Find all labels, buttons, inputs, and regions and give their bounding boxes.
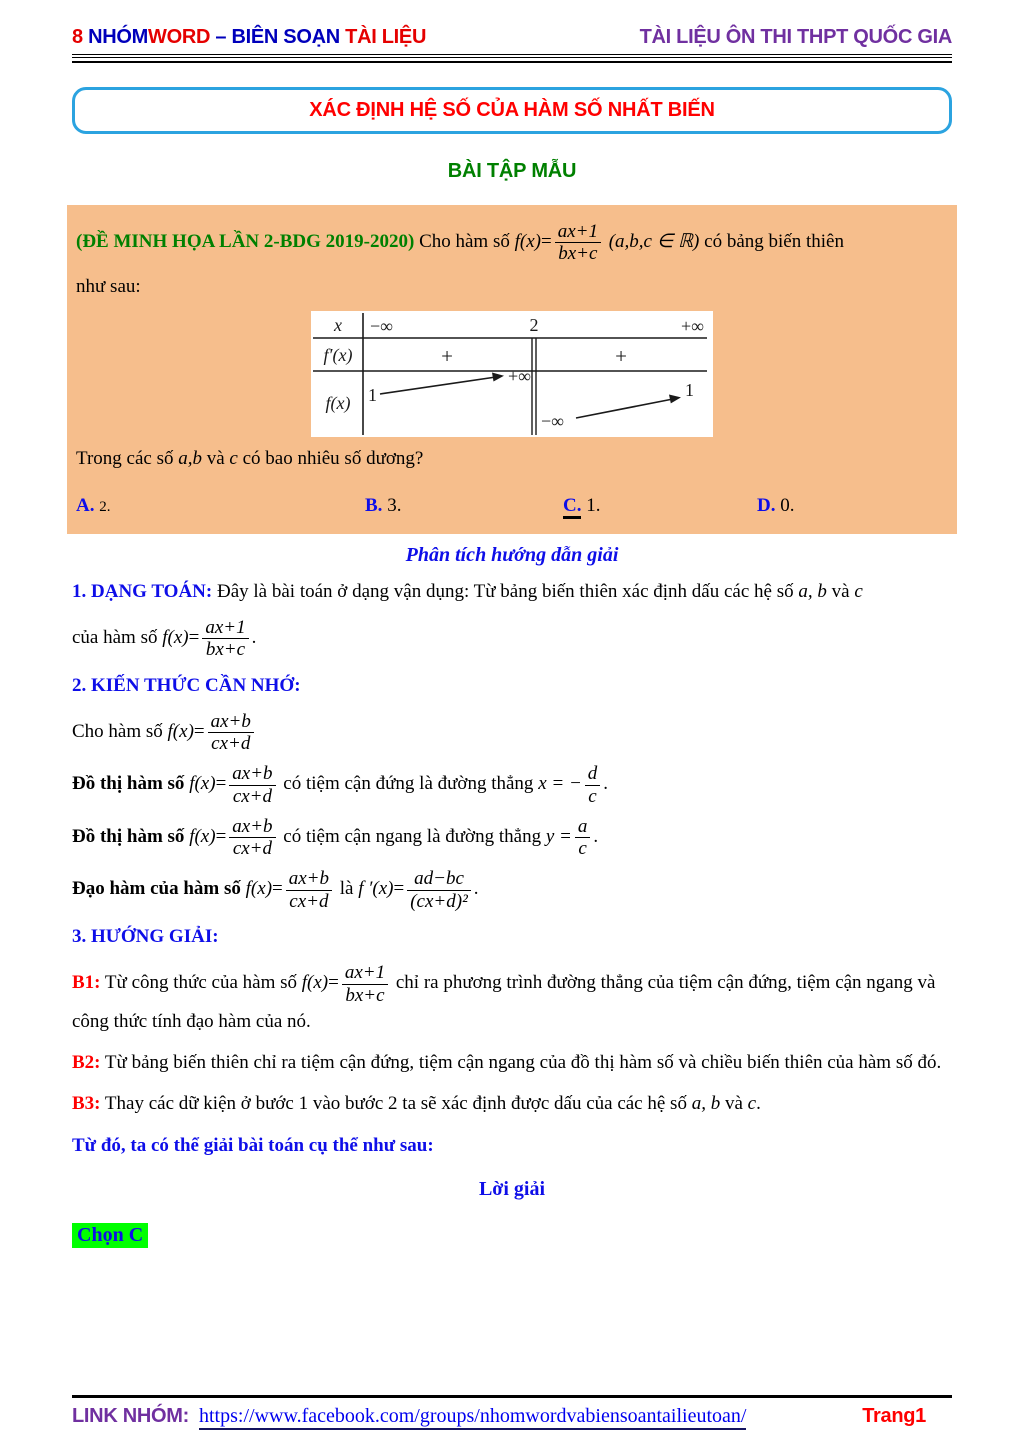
sample-heading: BÀI TẬP MẪU xyxy=(447,160,577,182)
step-b3-text: và xyxy=(724,1093,743,1115)
step-b1 xyxy=(72,962,952,1038)
fraction-numerator: d xyxy=(585,763,601,785)
function-symbol: f(x) xyxy=(245,878,273,900)
fraction-axb-cxd xyxy=(229,816,275,860)
step-b1-label: B1: xyxy=(72,972,101,994)
derivative-line xyxy=(72,868,952,912)
section-3 xyxy=(72,921,952,1162)
step-b1-text: chỉ ra phương trình đường thẳng của tiệm cận đứng, tiệm cận ngang và công thức tính đạo hàm của nó. xyxy=(72,972,936,1032)
section-1-text xyxy=(72,576,952,608)
problem-intro-line2: như sau: xyxy=(76,275,141,297)
answer-option-b xyxy=(365,493,563,520)
period: . xyxy=(603,773,609,795)
footer-link-label: LINK NHÓM: xyxy=(72,1405,189,1427)
x-minus-infinity: −∞ xyxy=(370,315,393,336)
var-ab: a, b xyxy=(798,580,827,602)
line-body: có tiệm cận ngang là đường thẳng xyxy=(283,826,542,848)
step-b1-text: Từ công thức của hàm số xyxy=(104,972,297,994)
x-equals: x = − xyxy=(538,773,582,795)
step-b2 xyxy=(72,1047,952,1079)
section-2 xyxy=(72,670,952,912)
x-critical-value: 2 xyxy=(529,314,539,335)
fraction-axb-cxd xyxy=(229,763,275,807)
fraction-numerator: ax+b xyxy=(208,711,254,733)
fraction-numerator: ax+1 xyxy=(342,962,388,984)
vertical-asymptote-line xyxy=(72,763,952,807)
section-1-label: 1. DẠNG TOÁN: xyxy=(72,580,213,602)
variation-table xyxy=(311,311,713,437)
var-ab: a, b xyxy=(691,1093,721,1115)
fraction-numerator: ax+b xyxy=(286,868,332,890)
equals-sign: = xyxy=(188,627,200,649)
question-var-c: c xyxy=(229,447,238,469)
equals-sign: = xyxy=(272,878,283,900)
line-body: là xyxy=(339,878,354,900)
facebook-group-link[interactable]: https://www.facebook.com/groups/nhomwordvabiensoantailieutoan/ xyxy=(199,1405,746,1430)
question-text: Trong các số xyxy=(76,447,174,469)
document-header xyxy=(72,0,952,49)
answer-label-b: B. xyxy=(365,495,383,517)
conclusion-text: Từ đó, ta có thể giải bài toán cụ thể như sau: xyxy=(72,1134,434,1156)
section-1-body: của hàm số xyxy=(72,627,158,649)
section-1-body: Đây là bài toán ở dạng vận dụng: Từ bảng biến thiên xác định dấu các hệ số xyxy=(216,580,794,602)
page-title: XÁC ĐỊNH HỆ SỐ CỦA HÀM SỐ NHẤT BIẾN xyxy=(309,99,715,121)
answer-option-a xyxy=(76,493,365,520)
fraction-denominator: cx+d xyxy=(232,838,272,860)
function-symbol: f(x) xyxy=(189,826,216,848)
fraction-derivative xyxy=(407,868,471,912)
function-symbol: f(x) xyxy=(301,972,329,994)
step-b3-text: Thay các dữ kiện ở bước 1 vào bước 2 ta sẽ xác định được dấu của các hệ số xyxy=(104,1093,687,1115)
fraction-axb-cxd xyxy=(286,868,332,912)
fraction-denominator: bx+c xyxy=(205,639,246,661)
equals-sign: = xyxy=(193,720,205,742)
fraction-denominator: c xyxy=(588,785,597,807)
answer-label-c-correct: C. xyxy=(563,495,581,519)
domain-condition: (a,b,c ∈ ℝ) xyxy=(608,231,700,253)
table-x-label: x xyxy=(334,314,342,335)
section-1-formula-line xyxy=(72,617,952,661)
fraction-denominator: cx+d xyxy=(211,733,251,755)
equals-sign: = xyxy=(215,773,227,795)
f-right-end: 1 xyxy=(685,379,694,400)
f-left-end: +∞ xyxy=(508,365,531,386)
variation-table-svg xyxy=(313,313,707,435)
section-3-heading-line xyxy=(72,921,952,953)
period: . xyxy=(251,627,257,649)
title-box xyxy=(72,87,952,134)
equals-sign: = xyxy=(215,826,227,848)
fraction-denominator: c xyxy=(578,838,587,860)
period: . xyxy=(473,878,479,900)
fraction-denominator: (cx+d)² xyxy=(410,890,468,912)
sign-plus-right: + xyxy=(615,343,627,368)
solution-heading: Lời giải xyxy=(478,1177,546,1200)
chosen-answer-highlight: Chọn C xyxy=(72,1223,148,1248)
fraction-denominator: cx+d xyxy=(232,785,272,807)
line-body: có tiệm cận đứng là đường thẳng xyxy=(283,773,534,795)
header-brand xyxy=(72,26,426,49)
question-text: và xyxy=(206,447,225,469)
section-1-body: và xyxy=(831,580,850,602)
answer-label-d: D. xyxy=(757,495,776,517)
section-2-body: Cho hàm số xyxy=(72,720,163,742)
fraction-ax1-bxc xyxy=(342,962,388,1006)
analysis-heading: Phân tích hướng dẫn giải xyxy=(405,543,619,566)
function-symbol: f(x) xyxy=(167,720,194,742)
equals-sign: = xyxy=(328,972,339,994)
fraction-ax1-bxc xyxy=(555,221,601,265)
header-exam-label: TÀI LIỆU ÔN THI THPT QUỐC GIA xyxy=(639,26,952,48)
f-right-start: −∞ xyxy=(541,410,564,431)
section-2-heading: 2. KIẾN THỨC CẦN NHỚ: xyxy=(72,674,301,696)
fraction-denominator: bx+c xyxy=(345,984,385,1006)
function-symbol: f(x) xyxy=(514,231,541,253)
document-footer xyxy=(72,1395,952,1430)
fraction-denominator: bx+c xyxy=(558,243,598,265)
horizontal-asymptote-line xyxy=(72,816,952,860)
problem-question xyxy=(76,443,948,475)
section-3-heading: 3. HƯỚNG GIẢI: xyxy=(72,925,219,947)
problem-source: (ĐỀ MINH HỌA LẦN 2-BDG 2019-2020) xyxy=(76,231,415,253)
fraction-numerator: ad−bc xyxy=(407,868,471,890)
table-fprime-label: f′(x) xyxy=(323,344,353,365)
y-equals: y = xyxy=(545,826,572,848)
equals-sign: = xyxy=(393,878,405,900)
problem-intro: Cho hàm số xyxy=(419,231,510,253)
f-left-start: 1 xyxy=(368,384,377,405)
fraction-numerator: ax+1 xyxy=(202,617,248,639)
fraction-d-c xyxy=(585,763,601,807)
fraction-a-c xyxy=(575,816,591,860)
question-var-ab: a,b xyxy=(178,447,202,469)
header-brand-part: NHÓM xyxy=(88,26,148,48)
step-b3 xyxy=(72,1088,952,1120)
answer-label-a: A. xyxy=(76,495,95,517)
section-1 xyxy=(72,576,952,661)
function-symbol: f(x) xyxy=(162,627,189,649)
problem-statement xyxy=(76,221,948,265)
bold-lead: Đạo hàm của hàm số xyxy=(72,878,241,900)
equals-sign: = xyxy=(540,231,552,253)
fraction-numerator: ax+1 xyxy=(555,221,601,243)
header-divider xyxy=(72,54,952,63)
step-b2-text: Từ bảng biến thiên chỉ ra tiệm cận đứng, tiệm cận ngang của đồ thị hàm số và chiều biến thiên của hàm số đó. xyxy=(104,1052,942,1074)
header-brand-part: WORD xyxy=(148,26,211,48)
answer-value-d: 0. xyxy=(780,495,795,517)
footer-divider xyxy=(72,1395,952,1398)
answer-option-d xyxy=(757,493,948,520)
bold-lead: Đồ thị hàm số xyxy=(72,773,185,795)
answer-options xyxy=(76,493,948,520)
fraction-denominator: cx+d xyxy=(289,890,329,912)
period: . xyxy=(756,1093,761,1115)
fraction-axb-cxd xyxy=(208,711,254,755)
var-c: c xyxy=(854,580,863,602)
header-brand-part: 8 xyxy=(72,26,89,48)
footer-line xyxy=(72,1405,952,1430)
answer-option-c xyxy=(563,493,757,520)
derivative-symbol: f ′(x) xyxy=(358,878,394,900)
fraction-numerator: ax+b xyxy=(229,816,275,838)
conclusion-line xyxy=(72,1130,952,1162)
page-number: Trang1 xyxy=(862,1405,926,1427)
problem-block xyxy=(67,205,957,534)
answer-value-c: 1. xyxy=(586,495,601,517)
header-brand-part: TÀI LIỆU xyxy=(345,26,427,48)
answer-value-b: 3. xyxy=(387,495,402,517)
table-f-label: f(x) xyxy=(325,392,351,413)
fraction-numerator: ax+b xyxy=(229,763,275,785)
fraction-ax1-bxc xyxy=(202,617,248,661)
var-c: c xyxy=(747,1093,757,1115)
period: . xyxy=(593,826,599,848)
section-2-intro xyxy=(72,711,952,755)
question-text: có bao nhiêu số dương? xyxy=(242,447,424,469)
bold-lead: Đồ thị hàm số xyxy=(72,826,185,848)
fraction-numerator: a xyxy=(575,816,591,838)
step-b3-label: B3: xyxy=(72,1093,101,1115)
x-plus-infinity: +∞ xyxy=(681,315,704,336)
sign-plus-left: + xyxy=(441,343,453,368)
step-b2-label: B2: xyxy=(72,1052,101,1074)
answer-value-a: 2. xyxy=(99,499,111,516)
header-brand-part: – BIÊN SOẠN xyxy=(210,26,346,48)
section-2-heading-line xyxy=(72,670,952,702)
function-symbol: f(x) xyxy=(189,773,216,795)
problem-intro-tail: có bảng biến thiên xyxy=(704,231,844,253)
